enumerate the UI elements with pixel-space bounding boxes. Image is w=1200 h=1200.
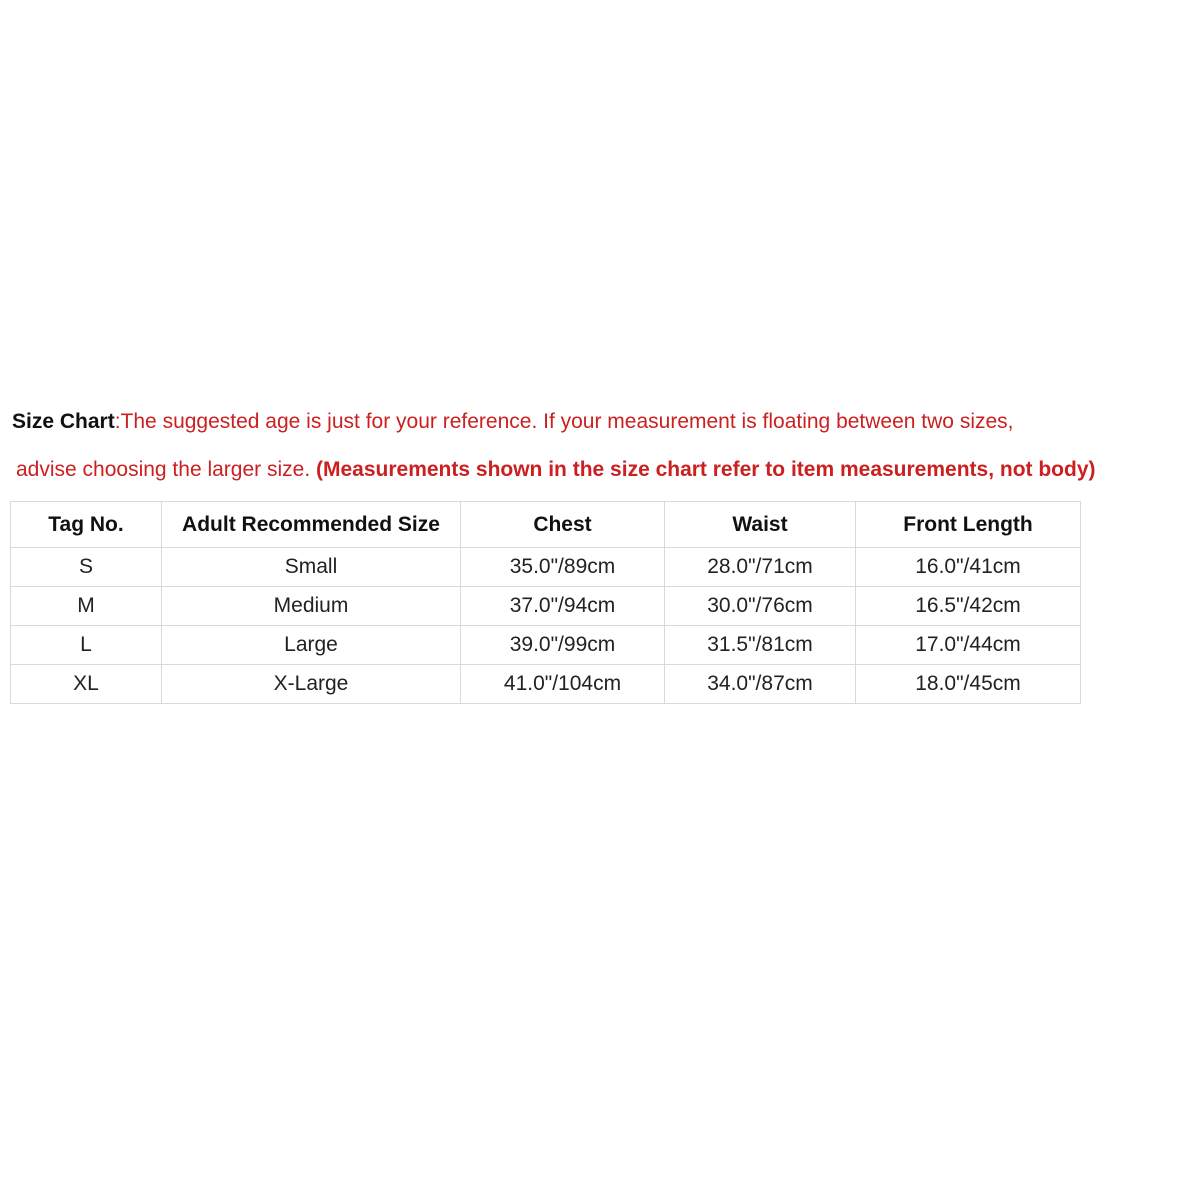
table-row <box>11 626 1081 665</box>
table-row <box>11 665 1081 704</box>
cell-front-length: 17.0"/44cm <box>856 626 1081 665</box>
cell-tag-no: S <box>11 548 162 587</box>
size-chart-label: Size Chart <box>12 410 115 433</box>
header-front-length: Front Length <box>856 502 1081 548</box>
header-waist: Waist <box>665 502 856 548</box>
size-chart-note <box>12 398 1192 494</box>
cell-size: Small <box>162 548 461 587</box>
header-adult-recommended-size: Adult Recommended Size <box>162 502 461 548</box>
note-text-line-1: The suggested age is just for your reference. If your measurement is floating between two sizes, <box>120 410 1014 433</box>
table-header-row <box>11 502 1081 548</box>
size-table <box>10 501 1081 704</box>
cell-size: Medium <box>162 587 461 626</box>
cell-waist: 34.0"/87cm <box>665 665 856 704</box>
header-tag-no: Tag No. <box>11 502 162 548</box>
header-chest: Chest <box>461 502 665 548</box>
cell-front-length: 16.0"/41cm <box>856 548 1081 587</box>
note-separator: : <box>114 410 121 433</box>
cell-front-length: 18.0"/45cm <box>856 665 1081 704</box>
table-row <box>11 587 1081 626</box>
cell-front-length: 16.5"/42cm <box>856 587 1081 626</box>
cell-chest: 37.0"/94cm <box>461 587 665 626</box>
cell-tag-no: L <box>11 626 162 665</box>
note-bold-text: (Measurements shown in the size chart refer to item measurements, not body) <box>316 458 1096 481</box>
note-text-line-2: advise choosing the larger size. <box>16 458 316 481</box>
note-line-1 <box>12 398 1192 446</box>
note-line-2 <box>12 446 1192 494</box>
table-row <box>11 548 1081 587</box>
cell-size: Large <box>162 626 461 665</box>
cell-waist: 30.0"/76cm <box>665 587 856 626</box>
cell-chest: 41.0"/104cm <box>461 665 665 704</box>
cell-chest: 39.0"/99cm <box>461 626 665 665</box>
cell-waist: 31.5"/81cm <box>665 626 856 665</box>
cell-waist: 28.0"/71cm <box>665 548 856 587</box>
cell-tag-no: XL <box>11 665 162 704</box>
cell-size: X-Large <box>162 665 461 704</box>
cell-chest: 35.0"/89cm <box>461 548 665 587</box>
cell-tag-no: M <box>11 587 162 626</box>
